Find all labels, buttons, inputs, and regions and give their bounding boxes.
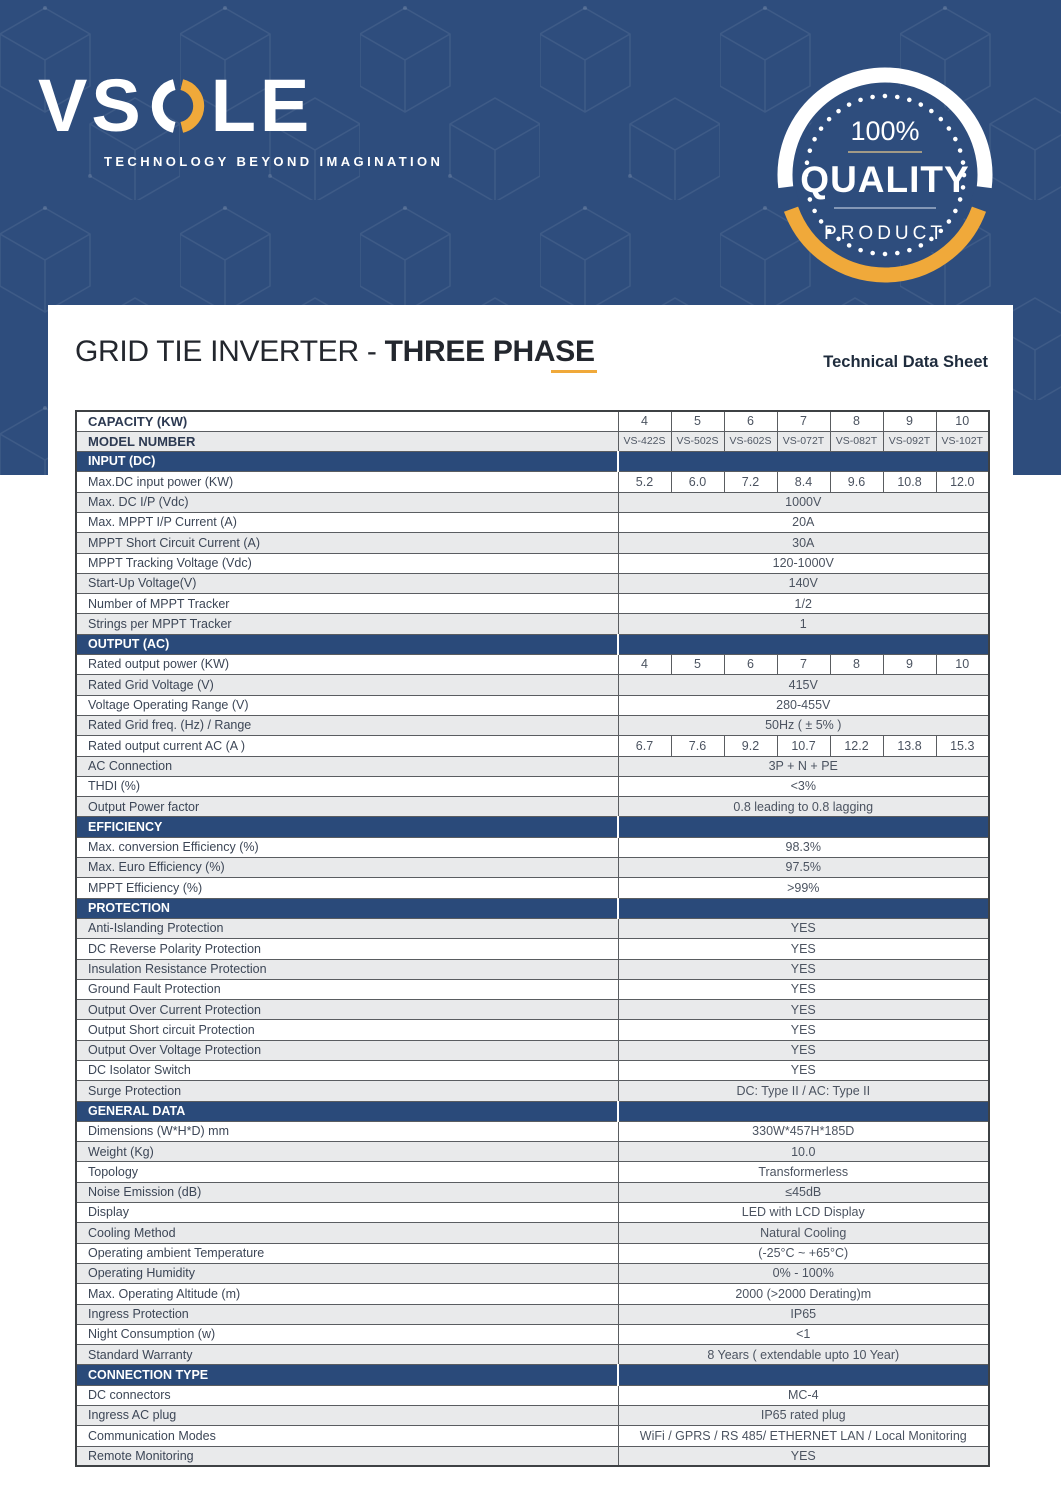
- table-row: [76, 1081, 989, 1101]
- row-label: Output Power factor: [76, 797, 618, 817]
- row-value: YES: [618, 1040, 989, 1060]
- brand-tagline: TECHNOLOGY BEYOND IMAGINATION: [104, 154, 444, 169]
- row-value: YES: [618, 1061, 989, 1081]
- row-value: YES: [618, 959, 989, 979]
- table-row: [76, 776, 989, 796]
- table-row: [76, 1061, 989, 1081]
- section-title: GENERAL DATA: [76, 1101, 618, 1121]
- row-value: Transformerless: [618, 1162, 989, 1182]
- table-row: [76, 1385, 989, 1405]
- row-label: Surge Protection: [76, 1081, 618, 1101]
- table-row: [76, 431, 989, 451]
- row-value: 0% - 100%: [618, 1263, 989, 1283]
- section-title: EFFICIENCY: [76, 817, 618, 837]
- row-value: 4: [618, 655, 671, 675]
- row-value: 280-455V: [618, 695, 989, 715]
- table-row: [76, 472, 989, 492]
- row-value: 9: [883, 655, 936, 675]
- row-label: Rated output current AC (A ): [76, 736, 618, 756]
- row-value: YES: [618, 979, 989, 999]
- row-label: Operating Humidity: [76, 1263, 618, 1283]
- table-row: [76, 1304, 989, 1324]
- logo-wordmark: [38, 66, 443, 146]
- page-title-regular: GRID TIE INVERTER -: [75, 335, 385, 368]
- table-row: [76, 1446, 989, 1466]
- row-label: Rated Grid Voltage (V): [76, 675, 618, 695]
- table-row: [76, 411, 989, 431]
- table-row: [76, 1426, 989, 1446]
- table-row: [76, 939, 989, 959]
- table-row: [76, 1182, 989, 1202]
- section-title: OUTPUT (AC): [76, 634, 618, 654]
- row-value: 98.3%: [618, 837, 989, 857]
- row-value: WiFi / GPRS / RS 485/ ETHERNET LAN / Local Monitoring: [618, 1426, 989, 1446]
- row-value: 1000V: [618, 492, 989, 512]
- row-label: Max. Euro Efficiency (%): [76, 858, 618, 878]
- row-value: 415V: [618, 675, 989, 695]
- row-label: Communication Modes: [76, 1426, 618, 1446]
- table-row: [76, 1020, 989, 1040]
- section-spacer: [618, 452, 989, 472]
- row-value: 1/2: [618, 594, 989, 614]
- badge-line2: QUALITY: [800, 159, 970, 200]
- row-value: 10: [936, 411, 989, 431]
- row-value: 9: [883, 411, 936, 431]
- content-page: [48, 305, 1013, 1500]
- title-underline: [551, 370, 597, 373]
- row-value: YES: [618, 939, 989, 959]
- row-label: Ground Fault Protection: [76, 979, 618, 999]
- table-row: [76, 1121, 989, 1141]
- row-value: 140V: [618, 573, 989, 593]
- page-title-bold: THREE PHASE: [385, 335, 595, 368]
- table-row: [76, 1223, 989, 1243]
- table-row: [76, 979, 989, 999]
- row-value: 2000 (>2000 Derating)m: [618, 1284, 989, 1304]
- row-label: MODEL NUMBER: [76, 431, 618, 451]
- row-label: MPPT Efficiency (%): [76, 878, 618, 898]
- section-header-row: [76, 634, 989, 654]
- table-row: [76, 1040, 989, 1060]
- row-label: Max. Operating Altitude (m): [76, 1284, 618, 1304]
- row-value: LED with LCD Display: [618, 1203, 989, 1223]
- row-value: YES: [618, 1000, 989, 1020]
- section-spacer: [618, 634, 989, 654]
- table-row: [76, 573, 989, 593]
- row-value: >99%: [618, 878, 989, 898]
- row-label: Cooling Method: [76, 1223, 618, 1243]
- table-row: [76, 695, 989, 715]
- table-row: [76, 553, 989, 573]
- row-value: 8.4: [777, 472, 830, 492]
- row-value: 10.7: [777, 736, 830, 756]
- logo-text-post: LE: [210, 64, 314, 147]
- row-label: Number of MPPT Tracker: [76, 594, 618, 614]
- row-value: 7: [777, 411, 830, 431]
- row-value: 330W*457H*185D: [618, 1121, 989, 1141]
- table-row: [76, 492, 989, 512]
- row-label: Max. DC I/P (Vdc): [76, 492, 618, 512]
- row-value: 20A: [618, 512, 989, 532]
- row-label: Anti-Islanding Protection: [76, 918, 618, 938]
- row-value: 5.2: [618, 472, 671, 492]
- row-value: VS-082T: [830, 431, 883, 451]
- row-value: 12.2: [830, 736, 883, 756]
- row-label: Max.DC input power (KW): [76, 472, 618, 492]
- section-header-row: [76, 1365, 989, 1385]
- row-label: Insulation Resistance Protection: [76, 959, 618, 979]
- table-row: [76, 797, 989, 817]
- table-row: [76, 533, 989, 553]
- row-value: 7.2: [724, 472, 777, 492]
- brand-logo: [38, 66, 443, 169]
- row-value: 8 Years ( extendable upto 10 Year): [618, 1345, 989, 1365]
- table-row: [76, 1284, 989, 1304]
- section-title: CONNECTION TYPE: [76, 1365, 618, 1385]
- row-value: 9.2: [724, 736, 777, 756]
- row-label: Display: [76, 1203, 618, 1223]
- logo-text-pre: VS: [38, 64, 145, 147]
- row-label: MPPT Tracking Voltage (Vdc): [76, 553, 618, 573]
- row-label: DC Reverse Polarity Protection: [76, 939, 618, 959]
- table-row: [76, 736, 989, 756]
- row-label: Dimensions (W*H*D) mm: [76, 1121, 618, 1141]
- row-label: Night Consumption (w): [76, 1324, 618, 1344]
- row-label: Ingress AC plug: [76, 1406, 618, 1426]
- row-value: 10: [936, 655, 989, 675]
- row-label: Standard Warranty: [76, 1345, 618, 1365]
- table-row: [76, 1162, 989, 1182]
- badge-line1: 100%: [850, 116, 920, 146]
- table-row: [76, 756, 989, 776]
- table-row: [76, 1203, 989, 1223]
- row-value: 13.8: [883, 736, 936, 756]
- table-row: [76, 918, 989, 938]
- table-row: [76, 858, 989, 878]
- row-value: 6.7: [618, 736, 671, 756]
- table-row: [76, 1263, 989, 1283]
- table-row: [76, 837, 989, 857]
- row-value: 0.8 leading to 0.8 lagging: [618, 797, 989, 817]
- row-label: Topology: [76, 1162, 618, 1182]
- row-label: Output Short circuit Protection: [76, 1020, 618, 1040]
- badge-line3: PRODUCT: [824, 223, 946, 244]
- row-value: VS-072T: [777, 431, 830, 451]
- row-value: 4: [618, 411, 671, 431]
- section-title: INPUT (DC): [76, 452, 618, 472]
- row-label: Weight (Kg): [76, 1142, 618, 1162]
- row-label: Voltage Operating Range (V): [76, 695, 618, 715]
- row-label: Rated output power (KW): [76, 655, 618, 675]
- row-label: Start-Up Voltage(V): [76, 573, 618, 593]
- row-label: Rated Grid freq. (Hz) / Range: [76, 715, 618, 735]
- row-value: 120-1000V: [618, 553, 989, 573]
- section-header-row: [76, 817, 989, 837]
- table-row: [76, 512, 989, 532]
- row-label: AC Connection: [76, 756, 618, 776]
- quality-badge-icon: [770, 60, 1000, 290]
- section-spacer: [618, 1101, 989, 1121]
- datasheet-label: Technical Data Sheet: [823, 353, 988, 371]
- row-value: Natural Cooling: [618, 1223, 989, 1243]
- row-value: 6.0: [671, 472, 724, 492]
- table-row: [76, 1324, 989, 1344]
- row-label: Max. MPPT I/P Current (A): [76, 512, 618, 532]
- row-label: Strings per MPPT Tracker: [76, 614, 618, 634]
- row-value: <3%: [618, 776, 989, 796]
- section-header-row: [76, 1101, 989, 1121]
- row-value: VS-602S: [724, 431, 777, 451]
- row-label: THDI (%): [76, 776, 618, 796]
- table-row: [76, 1406, 989, 1426]
- row-value: 50Hz ( ± 5% ): [618, 715, 989, 735]
- table-row: [76, 655, 989, 675]
- row-value: YES: [618, 1020, 989, 1040]
- table-row: [76, 675, 989, 695]
- table-row: [76, 715, 989, 735]
- row-value: 3P + N + PE: [618, 756, 989, 776]
- row-value: DC: Type II / AC: Type II: [618, 1081, 989, 1101]
- row-value: VS-502S: [671, 431, 724, 451]
- row-value: ≤45dB: [618, 1182, 989, 1202]
- row-value: 12.0: [936, 472, 989, 492]
- section-spacer: [618, 817, 989, 837]
- row-label: Noise Emission (dB): [76, 1182, 618, 1202]
- row-value: 97.5%: [618, 858, 989, 878]
- row-value: 30A: [618, 533, 989, 553]
- row-label: DC connectors: [76, 1385, 618, 1405]
- row-value: YES: [618, 1446, 989, 1466]
- table-row: [76, 1000, 989, 1020]
- row-value: YES: [618, 918, 989, 938]
- row-value: 5: [671, 411, 724, 431]
- section-spacer: [618, 1365, 989, 1385]
- row-value: 5: [671, 655, 724, 675]
- table-row: [76, 614, 989, 634]
- row-label: Ingress Protection: [76, 1304, 618, 1324]
- table-row: [76, 594, 989, 614]
- table-row: [76, 878, 989, 898]
- logo-o-icon: [150, 78, 206, 134]
- table-row: [76, 959, 989, 979]
- row-label: Remote Monitoring: [76, 1446, 618, 1466]
- row-value: 6: [724, 411, 777, 431]
- row-value: VS-102T: [936, 431, 989, 451]
- table-row: [76, 1345, 989, 1365]
- section-spacer: [618, 898, 989, 918]
- table-row: [76, 1142, 989, 1162]
- row-value: 10.0: [618, 1142, 989, 1162]
- row-label: Max. conversion Efficiency (%): [76, 837, 618, 857]
- row-value: VS-422S: [618, 431, 671, 451]
- row-value: 8: [830, 655, 883, 675]
- row-value: 10.8: [883, 472, 936, 492]
- row-value: 9.6: [830, 472, 883, 492]
- section-header-row: [76, 898, 989, 918]
- spec-table: [75, 410, 990, 1467]
- row-label: Operating ambient Temperature: [76, 1243, 618, 1263]
- row-label: Output Over Current Protection: [76, 1000, 618, 1020]
- row-value: IP65 rated plug: [618, 1406, 989, 1426]
- row-value: MC-4: [618, 1385, 989, 1405]
- section-title: PROTECTION: [76, 898, 618, 918]
- row-label: CAPACITY (KW): [76, 411, 618, 431]
- row-value: 1: [618, 614, 989, 634]
- row-value: IP65: [618, 1304, 989, 1324]
- section-header-row: [76, 452, 989, 472]
- row-label: Output Over Voltage Protection: [76, 1040, 618, 1060]
- row-value: 15.3: [936, 736, 989, 756]
- row-label: DC Isolator Switch: [76, 1061, 618, 1081]
- table-row: [76, 1243, 989, 1263]
- row-value: VS-092T: [883, 431, 936, 451]
- row-label: MPPT Short Circuit Current (A): [76, 533, 618, 553]
- row-value: 7.6: [671, 736, 724, 756]
- row-value: 8: [830, 411, 883, 431]
- row-value: <1: [618, 1324, 989, 1344]
- row-value: 6: [724, 655, 777, 675]
- row-value: 7: [777, 655, 830, 675]
- page-title: [75, 335, 595, 369]
- row-value: (-25°C ~ +65°C): [618, 1243, 989, 1263]
